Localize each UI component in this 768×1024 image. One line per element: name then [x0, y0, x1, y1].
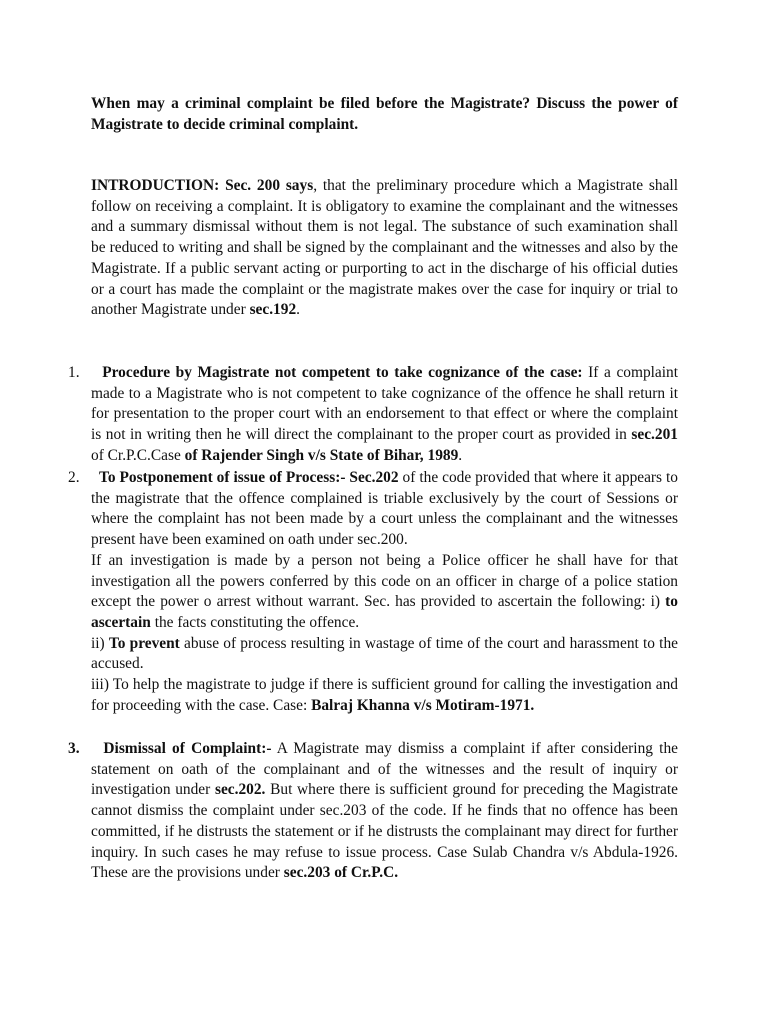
item-3-text: A Magistrate may dismiss a complaint if after considering the statement on oath of the complainant and of the witnesses and the result of inquiry or investigation under [91, 740, 678, 799]
list-number-2: 2. [68, 469, 80, 486]
item-2-ii-label: ii) [91, 634, 109, 652]
item-2-para2-end: the facts constituting the offence. [150, 613, 360, 631]
item-2-ii-bold: To prevent [108, 634, 180, 652]
item-1-paragraph [91, 363, 678, 467]
introduction-ref: sec.192 [249, 301, 297, 319]
item-2-subitem-iii [91, 675, 678, 716]
item-1-heading: Procedure by Magistrate not competent to take cognizance of the case: [102, 364, 583, 381]
item-3-ref-2: sec.203 of Cr.P.C. [283, 864, 399, 882]
item-1-text: If a complaint made to a Magistrate who is not competent to take cognizance of the offence he shall return it for presentation to the proper court with an endorsement to that effect or where the complaint is not in writing then he will direct the complainant to the proper court as provided in [91, 364, 678, 444]
item-3-ref: sec.202. [214, 781, 266, 799]
list-number-1: 1. [68, 364, 80, 381]
introduction-paragraph [91, 176, 678, 321]
introduction-lead: INTRODUCTION: Sec. 200 says [91, 177, 314, 194]
item-2-para2-bold: to ascertain [91, 593, 678, 631]
item-2-paragraph-2 [91, 551, 678, 634]
item-2-heading: To Postponement of issue of Process:- Sec.202 [98, 469, 399, 486]
list-item-2 [68, 468, 678, 716]
item-1-end: . [458, 446, 463, 464]
list-item-1 [68, 363, 678, 467]
item-2-ii-text: abuse of process resulting in wastage of time of the court and harassment to the accused. [91, 634, 678, 673]
item-1-case: of Rajender Singh v/s State of Bihar, 1989 [184, 446, 459, 464]
item-2-para2: If an investigation is made by a person not being a Police officer he shall have for that investigation all the powers conferred by this code on an officer in charge of a police station except the power o arrest without warrant. Sec. has provided to ascertain the following: i) [91, 551, 678, 611]
list-item-3 [68, 739, 678, 884]
introduction-text: , that the preliminary procedure which a Magistrate shall follow on receiving a complaint. It is obligatory to examine the complainant and the witnesses and a summary dismissal without them is not legal. The substance of such examination shall be reduced to writing and shall be signed by the complainant and the witnesses and also by the Magistrate. If a public servant acting or purporting to act in the discharge of his official duties or a court has made the complaint or the magistrate makes over the case for inquiry or trial to another Magistrate under [91, 177, 678, 319]
introduction-end: . [296, 301, 301, 319]
item-1-text-2: of Cr.P.C.Case [91, 446, 185, 464]
item-2-iii-text: iii) To help the magistrate to judge if there is sufficient ground for calling the investigation and for proceeding with the case. Case: [91, 676, 678, 714]
item-3-paragraph [91, 739, 678, 884]
item-1-ref: sec.201 [631, 426, 678, 444]
item-2-text: of the code provided that where it appears to the magistrate that the offence complained is triable exclusively by the court of Sessions or where the complaint has not been made by a court unless the complainant and the witnesses present have been examined on oath under sec.200. [91, 469, 678, 549]
item-3-text-2: But where there is sufficient ground for preceding the Magistrate cannot dismiss the complaint under sec.203 of the code. If he finds that no offence has been committed, if he distrusts the statement or if he distrusts the complainant may direct for further inquiry. In such cases he may refuse to issue process. Case Sulab Chandra v/s Abdula-1926. These are the provisions under [91, 781, 678, 882]
item-2-paragraph [91, 468, 678, 551]
item-2-iii-case: Balraj Khanna v/s Motiram-1971. [311, 696, 535, 714]
item-2-subitem-ii [91, 634, 678, 675]
list-number-3: 3. [68, 740, 80, 757]
question-title: When may a criminal complaint be filed before the Magistrate? Discuss the power of Magistrate to decide criminal complaint. [91, 95, 678, 133]
item-3-heading: Dismissal of Complaint:- [103, 740, 272, 757]
